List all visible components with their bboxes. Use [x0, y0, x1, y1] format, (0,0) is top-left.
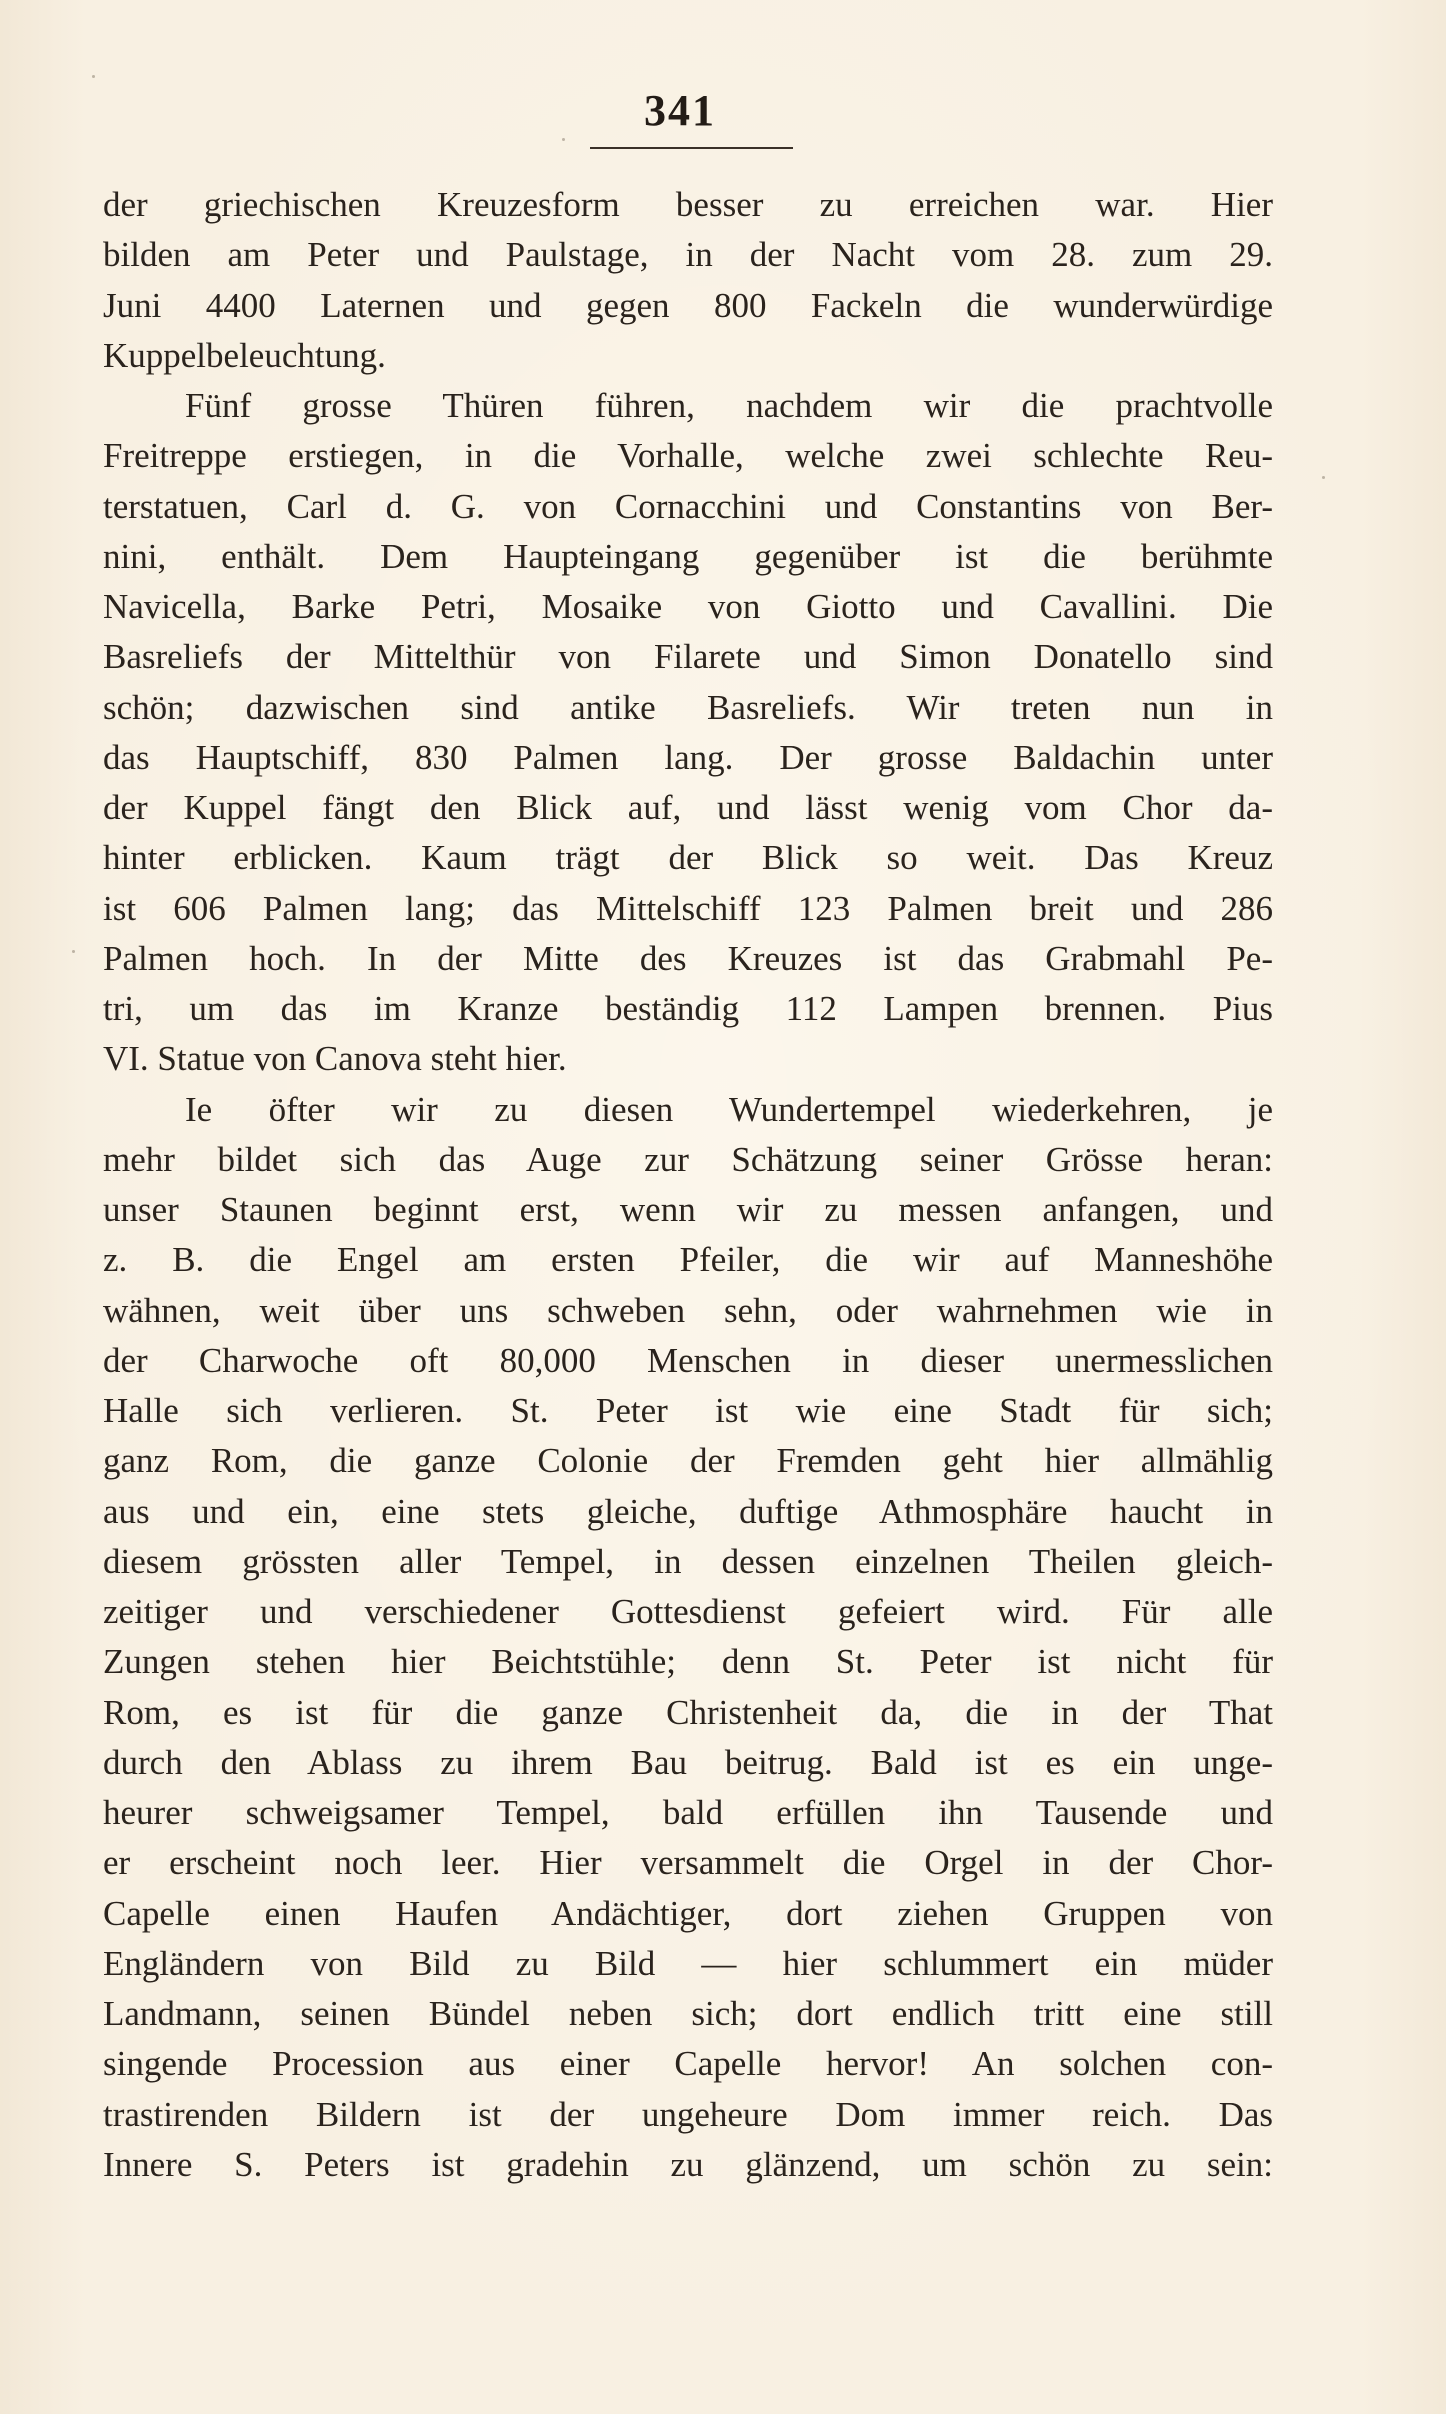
text-line: mehr bildet sich das Auge zur Schätzung seiner Grösse heran:: [103, 1139, 1273, 1179]
text-line: nini, enthält. Dem Haupteingang gegenüber ist die berühmte: [103, 536, 1273, 576]
text-line: bilden am Peter und Paulstage, in der Nacht vom 28. zum 29.: [103, 235, 1273, 275]
text-line: Basreliefs der Mittelthür von Filarete und Simon Donatello sind: [103, 637, 1273, 677]
text-line: Navicella, Barke Petri, Mosaike von Giotto und Cavallini. Die: [103, 587, 1273, 626]
text-line: Fünf grosse Thüren führen, nachdem wir die prachtvolle: [185, 386, 1273, 425]
text-line: tri, um das im Kranze beständig 112 Lampen brennen. Pius: [103, 989, 1273, 1028]
text-line: singende Procession aus einer Capelle hervor! An solchen con-: [103, 2044, 1273, 2084]
text-line: aus und ein, eine stets gleiche, duftige Athmosphäre haucht in: [103, 1491, 1273, 1531]
text-line: schön; dazwischen sind antike Basreliefs. Wir treten nun in: [103, 687, 1273, 727]
paper-speck: [1322, 476, 1325, 479]
text-line: Engländern von Bild zu Bild — hier schlummert ein müder: [103, 1943, 1273, 1983]
text-line: wähnen, weit über uns schweben sehn, oder wahrnehmen wie in: [103, 1290, 1273, 1330]
text-line: trastirenden Bildern ist der ungeheure Dom immer reich. Das: [103, 2094, 1273, 2134]
text-line: der Charwoche oft 80,000 Menschen in dieser unermesslichen: [103, 1340, 1273, 1380]
text-line: der Kuppel fängt den Blick auf, und lässt wenig vom Chor da-: [103, 788, 1273, 827]
text-line: VI. Statue von Canova steht hier.: [103, 1039, 567, 1079]
text-line: er erscheint noch leer. Hier versammelt die Orgel in der Chor-: [103, 1843, 1273, 1883]
body-text: [103, 180, 1273, 2190]
paper-speck: [562, 138, 565, 141]
text-line: Capelle einen Haufen Andächtiger, dort ziehen Gruppen von: [103, 1893, 1273, 1933]
text-line: ganz Rom, die ganze Colonie der Fremden geht hier allmählig: [103, 1441, 1273, 1481]
text-line: hinter erblicken. Kaum trägt der Blick so weit. Das Kreuz: [103, 838, 1273, 878]
text-line: z. B. die Engel am ersten Pfeiler, die wir auf Manneshöhe: [103, 1240, 1273, 1280]
text-line: heurer schweigsamer Tempel, bald erfüllen ihn Tausende und: [103, 1793, 1273, 1832]
text-line: zeitiger und verschiedener Gottesdienst gefeiert wird. Für alle: [103, 1592, 1273, 1631]
text-line: das Hauptschiff, 830 Palmen lang. Der grosse Baldachin unter: [103, 737, 1273, 777]
text-line: Palmen hoch. In der Mitte des Kreuzes ist das Grabmahl Pe-: [103, 938, 1273, 978]
text-line: durch den Ablass zu ihrem Bau beitrug. Bald ist es ein unge-: [103, 1742, 1273, 1782]
paper-speck: [92, 75, 95, 78]
text-line: terstatuen, Carl d. G. von Cornacchini und Constantins von Ber-: [103, 486, 1273, 526]
text-line: ist 606 Palmen lang; das Mittelschiff 123 Palmen breit und 286: [103, 888, 1273, 928]
text-line: Innere S. Peters ist gradehin zu glänzend, um schön zu sein:: [103, 2144, 1273, 2184]
text-line: Juni 4400 Laternen und gegen 800 Fackeln die wunderwürdige: [103, 285, 1273, 325]
text-line: diesem grössten aller Tempel, in dessen einzelnen Theilen gleich-: [103, 1541, 1273, 1581]
text-line: Rom, es ist für die ganze Christenheit da, die in der That: [103, 1692, 1273, 1732]
paper-speck: [72, 950, 75, 953]
text-line: der griechischen Kreuzesform besser zu erreichen war. Hier: [103, 185, 1273, 224]
text-line: Landmann, seinen Bündel neben sich; dort endlich tritt eine still: [103, 1994, 1273, 2033]
text-line: Freitreppe erstiegen, in die Vorhalle, welche zwei schlechte Reu-: [103, 436, 1273, 476]
text-line: Zungen stehen hier Beichtstühle; denn St. Peter ist nicht für: [103, 1642, 1273, 1682]
text-line: Ie öfter wir zu diesen Wundertempel wiederkehren, je: [185, 1089, 1273, 1129]
text-line: unser Staunen beginnt erst, wenn wir zu messen anfangen, und: [103, 1190, 1273, 1229]
text-line: Halle sich verlieren. St. Peter ist wie eine Stadt für sich;: [103, 1391, 1273, 1430]
page-number: 341: [644, 86, 716, 135]
text-line: Kuppelbeleuchtung.: [103, 335, 386, 375]
header-rule: [590, 147, 793, 149]
